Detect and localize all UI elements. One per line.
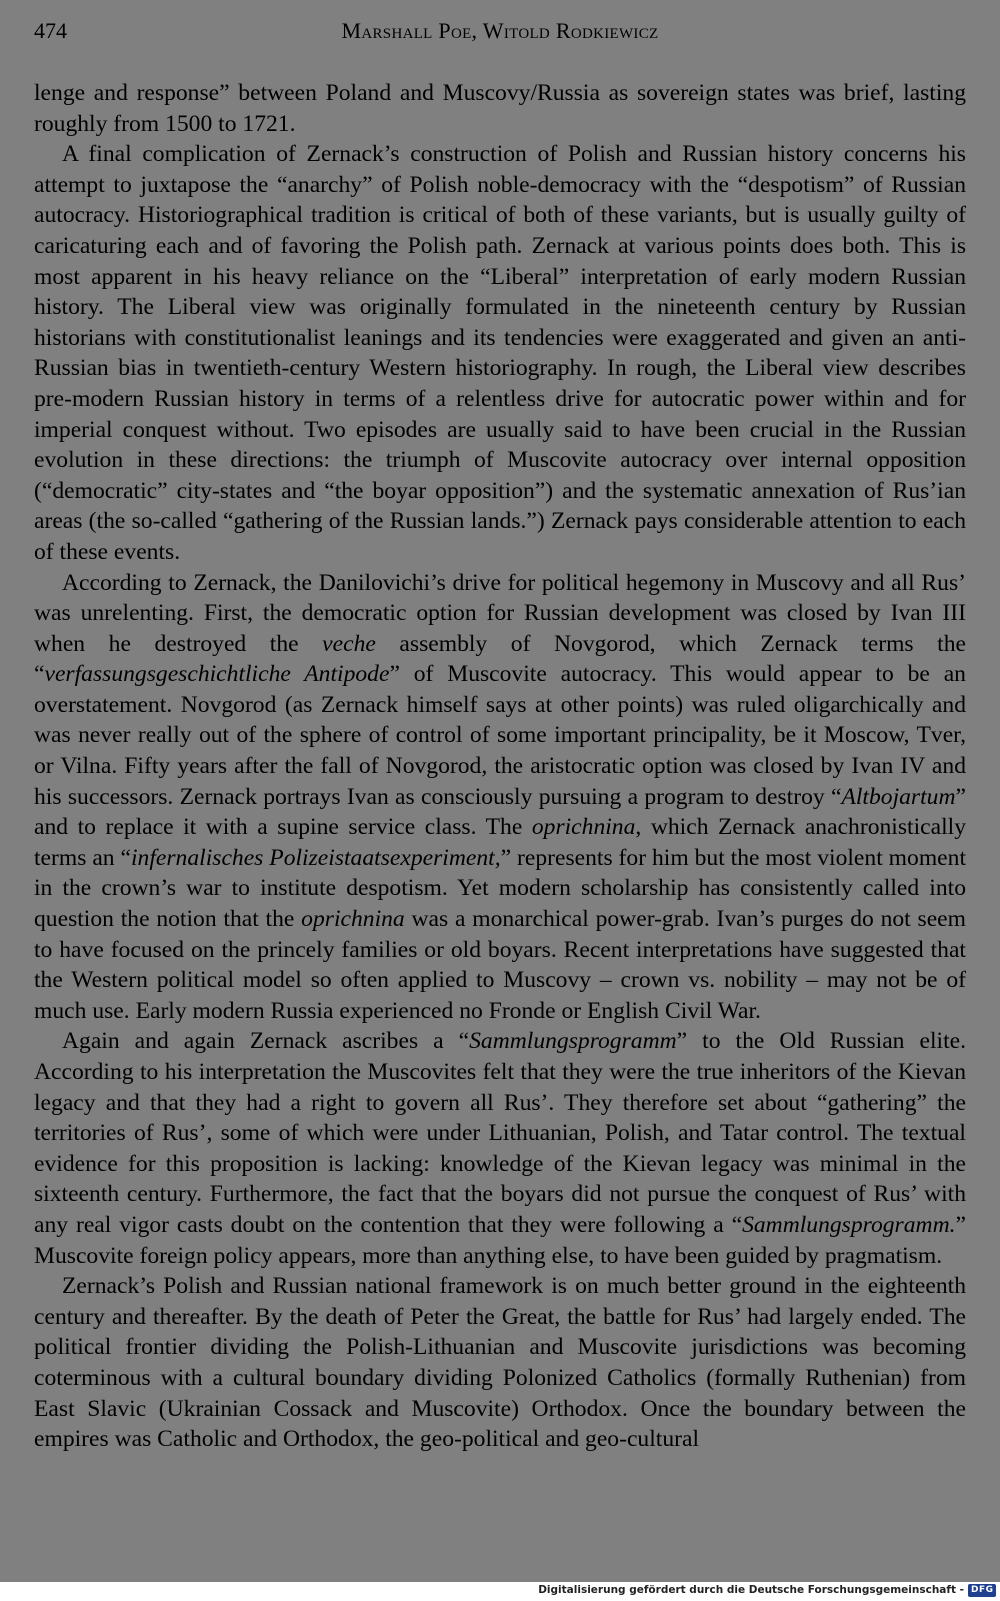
italic-term: infernalisches Polizeistaatsexperiment, [131, 844, 501, 871]
dfg-logo-icon [968, 1584, 996, 1597]
text-run: lenge and response” between Poland and Muscovy/Russia as sovereign states was brief, lasting roughly from 1500 to 1721. [34, 80, 966, 137]
text-run: , which Zernack anachronistically terms an “ [34, 814, 966, 871]
italic-term: Sammlungsprogramm. [742, 1211, 956, 1238]
text-run: ” to the Old Russian elite. According to his interpretation the Muscovites felt that they were the true inheritors of the Kievan legacy and that they had a right to govern all Rus’. They therefore set about “gathering” the territories of Rus’, some of which were under Lithuanian, Polish, and Tatar control. The textual evidence for this proposition is lacking: knowledge of the Kievan legacy was minimal in the sixteenth century. Furthermore, the fact that the boyars did not pursue the conquest of Rus’ with any real vigor casts doubt on the contention that they were following a “ [34, 1028, 966, 1238]
text-run: was a monarchical power-grab. Ivan’s purges do not seem to have focused on the princely families or old boyars. Recent interpretations have suggested that the Western political model so often applied to Muscovy – crown vs. nobility – may not be of much use. Early modern Russia experienced no Fronde or English Civil War. [34, 906, 966, 1024]
italic-term: oprichnina [301, 906, 405, 933]
text-run: ” of Muscovite autocracy. This would appear to be an overstatement. Novgorod (as Zernack himself says at other points) was ruled oligarchically and was never really out of the sphere of control of some important principality, be it Moscow, Tver, or Vilna. Fifty years after the fall of Novgorod, the aristocratic option was closed by Ivan IV and his successors. Zernack portrays Ivan as consciously pursuing a program to destroy “ [34, 661, 966, 810]
text-run: According to Zernack, the Danilovichi’s drive for political hegemony in Muscovy and all Rus’ was unrelenting. First, the democratic option for Russian development was closed by Ivan III when he destroyed the [34, 569, 966, 657]
paragraph [34, 1026, 966, 1271]
text-run: ” and to replace it with a supine service class. The [34, 783, 966, 841]
text-run: Zernack’s Polish and Russian national framework is on much better ground in the eighteenth century and thereafter. By the death of Peter the Great, the battle for Rus’ had largely ended. The political frontier dividing the Polish-Lithuanian and Muscovite jurisdictions was becoming coterminous with a cultural boundary dividing Polonized Catholics (formally Ruthenian) from East Slavic (Ukrainian Cossack and Muscovite) Orthodox. Once the boundary between the empires was Catholic and Orthodox, the geo-political and geo-cultural [34, 1273, 966, 1453]
running-head-authors: Marshall Poe, Witold Rodkiewicz [341, 18, 659, 43]
italic-term: veche [322, 630, 376, 657]
dfg-logo-text: DFG [971, 1585, 994, 1595]
page-number: 474 [34, 18, 67, 43]
paragraph [34, 139, 966, 567]
italic-term: Altbojartum [841, 783, 956, 810]
paragraph [34, 568, 966, 1027]
text-run: A final complication of Zernack’s construction of Polish and Russian history concerns his attempt to juxtapose the “anarchy” of Polish noble-democracy with the “despotism” of Russian autocracy. Historiographical tradition is critical of both of these variants, but is usually guilty of caricaturing each and of favoring the Polish path. Zernack at various points does both. This is most apparent in his heavy reliance on the “Liberal” interpretation of early modern Russian history. The Liberal view was originally formulated in the nineteenth century by Russian historians with constitutionalist leanings and its tendencies were exaggerated and given an anti-Russian bias in twentieth-century Western historiography. In rough, the Liberal view describes pre-modern Russian history in terms of a relentless drive for autocratic power within and for imperial conquest without. Two episodes are usually said to have been crucial in the Russian evolution in these directions: the triumph of Muscovite autocracy over internal opposition (“democratic” city-states and “the boyar opposition”) and the systematic annexation of Rus’ian areas (the so-called “gathering of the Russian lands.”) Zernack pays considerable attention to each of these events. [34, 141, 966, 565]
paragraph [34, 78, 966, 139]
text-run: ” Muscovite foreign policy appears, more than anything else, to have been guided by pragmatism. [34, 1211, 966, 1269]
digitization-footer [0, 1582, 1000, 1601]
text-run: Again and again Zernack ascribes a “ [62, 1028, 470, 1055]
running-head [34, 18, 966, 54]
body-text [34, 78, 966, 1455]
italic-term: oprichnina [531, 814, 636, 841]
funding-credit: Digitalisierung gefördert durch die Deutsche Forschungsgemeinschaft - [538, 1584, 964, 1596]
text-run: assembly of Novgorod, which Zernack terms the “ [34, 630, 966, 688]
text-run: ” represents for him but the most violent moment in the crown’s war to institute despotism. Yet modern scholarship has consistently called into question the notion that the [34, 844, 966, 933]
paragraph [34, 1271, 966, 1455]
italic-term: Sammlungsprogramm [469, 1028, 677, 1055]
italic-term: verfassungsgeschichtliche Antipode [44, 661, 390, 688]
